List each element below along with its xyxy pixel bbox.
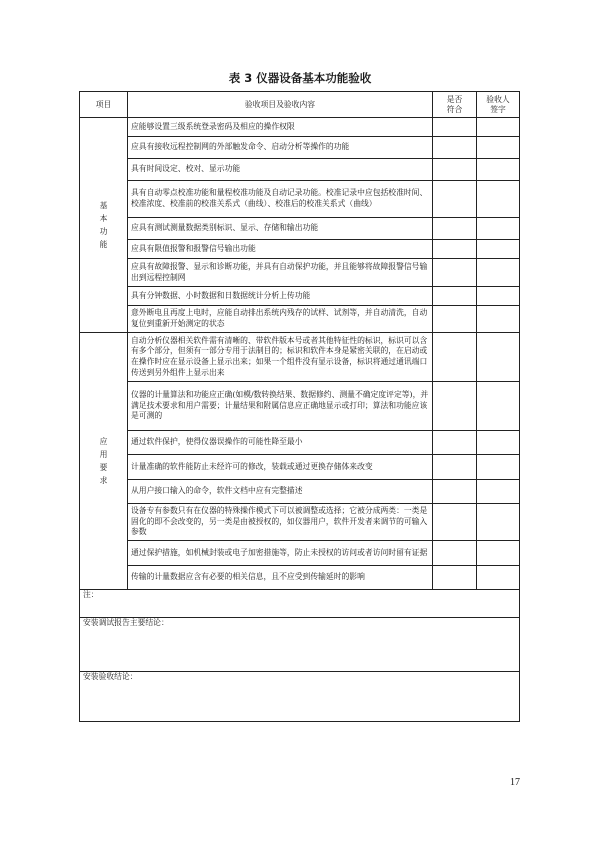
signature-cell[interactable] <box>477 541 520 566</box>
table-row <box>80 455 520 480</box>
table-row <box>80 618 520 672</box>
header-conform-line1: 是否 <box>446 95 463 105</box>
signature-cell[interactable] <box>477 480 520 504</box>
table-row <box>80 672 520 722</box>
conform-cell[interactable] <box>433 259 477 287</box>
signature-cell[interactable] <box>477 218 520 240</box>
header-signer-line2: 签字 <box>490 104 506 114</box>
app-category-label <box>80 333 128 590</box>
app-category-char: 求 <box>99 476 108 485</box>
acceptance-conclusion-cell[interactable] <box>80 672 520 722</box>
signature-cell[interactable] <box>477 259 520 287</box>
requirement-text: 意外断电且再度上电时，应能自动排出系统内残存的试样、试剂等，并自动清洗，自动复位到重新开始测定的状态 <box>128 306 433 333</box>
conform-cell[interactable] <box>433 159 477 181</box>
conform-cell[interactable] <box>433 566 477 590</box>
requirement-text: 仪器的计量算法和功能应正确(如模/数转换结果、数据修约、测量不确定度评定等)，并满足技术要求和用户需要；计量结果和附属信息应正确地显示或打印；算法和功能应该是可测的 <box>128 382 433 431</box>
table-row <box>80 306 520 333</box>
requirement-text: 自动分析仪器相关软件需有清晰的、带软件版本号或者其他特征性的标识，标识可以含有多个部分，但须有一部分专用于法制目的；标识和软件本身是紧密关联的，在启动或在操作时应在显示设备上显示出来；如果一个组件没有显示设备，标识将通过通讯端口传送到另外组件上显示出来 <box>128 333 433 382</box>
signature-cell[interactable] <box>477 287 520 306</box>
signature-cell[interactable] <box>477 566 520 590</box>
app-category-char: 要 <box>99 463 108 472</box>
note-cell-label: 注： <box>83 590 99 599</box>
table-row <box>80 566 520 590</box>
table-row <box>80 480 520 504</box>
requirement-text: 应能够设置三级系统登录密码及相应的操作权限 <box>128 118 433 137</box>
conform-cell[interactable] <box>433 306 477 333</box>
page-number: 17 <box>510 777 520 788</box>
requirement-text: 通过保护措施，如机械封装或电子加密措施等，防止未授权的访问或者访问时留有证据 <box>128 541 433 566</box>
table-row <box>80 218 520 240</box>
table-row <box>80 137 520 159</box>
requirement-text: 具有时间设定、校对、显示功能 <box>128 159 433 181</box>
basic-category-label <box>80 118 128 333</box>
requirement-text: 设备专有参数只有在仪器的特殊操作模式下可以被调整或选择；它被分成两类：一类是固化的即不会改变的，另一类是由被授权的，如仪器用户，软件开发者来调节的可输入参数 <box>128 504 433 541</box>
conform-cell[interactable] <box>433 333 477 382</box>
table-row <box>80 287 520 306</box>
signature-cell[interactable] <box>477 333 520 382</box>
signature-cell[interactable] <box>477 431 520 455</box>
table-row <box>80 431 520 455</box>
requirement-text: 应具有测试测量数据类别标识、显示、存储和输出功能 <box>128 218 433 240</box>
header-conform-line2: 符合 <box>446 104 463 114</box>
signature-cell[interactable] <box>477 159 520 181</box>
requirement-text: 应具有限值报警和报警信号输出功能 <box>128 240 433 259</box>
requirement-text: 从用户接口输入的命令，软件文档中应有完整描述 <box>128 480 433 504</box>
table-row <box>80 240 520 259</box>
conform-cell[interactable] <box>433 240 477 259</box>
requirement-text: 传输的计量数据应含有必要的相关信息，且不应受到传输延时的影响 <box>128 566 433 590</box>
install-report-cell-label: 安装调试报告主要结论： <box>83 618 169 627</box>
header-content: 验收项目及验收内容 <box>128 92 433 118</box>
app-category-char: 用 <box>99 450 108 459</box>
table-row <box>80 333 520 382</box>
table-row <box>80 590 520 618</box>
header-conform <box>433 92 477 118</box>
header-item: 项目 <box>80 92 128 118</box>
signature-cell[interactable] <box>477 181 520 218</box>
signature-cell[interactable] <box>477 504 520 541</box>
requirement-text: 应具有故障报警、显示和诊断功能，并具有自动保护功能，并且能够将故障报警信号输出到远程控制网 <box>128 259 433 287</box>
signature-cell[interactable] <box>477 240 520 259</box>
acceptance-conclusion-cell-label: 安装验收结论： <box>83 672 138 681</box>
table-row <box>80 541 520 566</box>
conform-cell[interactable] <box>433 181 477 218</box>
table-row <box>80 504 520 541</box>
table-row <box>80 181 520 218</box>
table-title: 表 3 仪器设备基本功能验收 <box>228 71 372 85</box>
conform-cell[interactable] <box>433 287 477 306</box>
signature-cell[interactable] <box>477 382 520 431</box>
conform-cell[interactable] <box>433 431 477 455</box>
header-signer-line1: 验收人 <box>486 95 510 105</box>
basic-category-char: 能 <box>99 240 108 249</box>
basic-category-char: 本 <box>99 214 108 223</box>
note-cell[interactable] <box>80 590 520 618</box>
conform-cell[interactable] <box>433 118 477 137</box>
basic-category-char: 功 <box>99 227 108 236</box>
signature-cell[interactable] <box>477 118 520 137</box>
conform-cell[interactable] <box>433 541 477 566</box>
signature-cell[interactable] <box>477 306 520 333</box>
table-row <box>80 118 520 137</box>
requirement-text: 具有分钟数据、小时数据和日数据统计分析上传功能 <box>128 287 433 306</box>
conform-cell[interactable] <box>433 455 477 480</box>
header-row <box>80 92 520 118</box>
table-row <box>80 382 520 431</box>
conform-cell[interactable] <box>433 480 477 504</box>
basic-category-char: 基 <box>99 201 108 210</box>
requirement-text: 应具有接收远程控制网的外部触发命令、启动分析等操作的功能 <box>128 137 433 159</box>
conform-cell[interactable] <box>433 137 477 159</box>
signature-cell[interactable] <box>477 137 520 159</box>
conform-cell[interactable] <box>433 382 477 431</box>
requirement-text: 通过软件保护，使得仪器误操作的可能性降至最小 <box>128 431 433 455</box>
table-row <box>80 259 520 287</box>
table-row <box>80 159 520 181</box>
signature-cell[interactable] <box>477 455 520 480</box>
acceptance-table <box>79 91 520 722</box>
requirement-text: 具有自动零点校准功能和量程校准功能及自动记录功能。校准记录中应包括校准时间、校准浓度、校准前的校准关系式（曲线）、校准后的校准关系式（曲线） <box>128 181 433 218</box>
header-signer <box>477 92 520 118</box>
conform-cell[interactable] <box>433 218 477 240</box>
app-category-char: 应 <box>99 437 108 446</box>
requirement-text: 计量准确的软件能防止未经许可的修改，装载或通过更换存储体来改变 <box>128 455 433 480</box>
install-report-cell[interactable] <box>80 618 520 672</box>
conform-cell[interactable] <box>433 504 477 541</box>
